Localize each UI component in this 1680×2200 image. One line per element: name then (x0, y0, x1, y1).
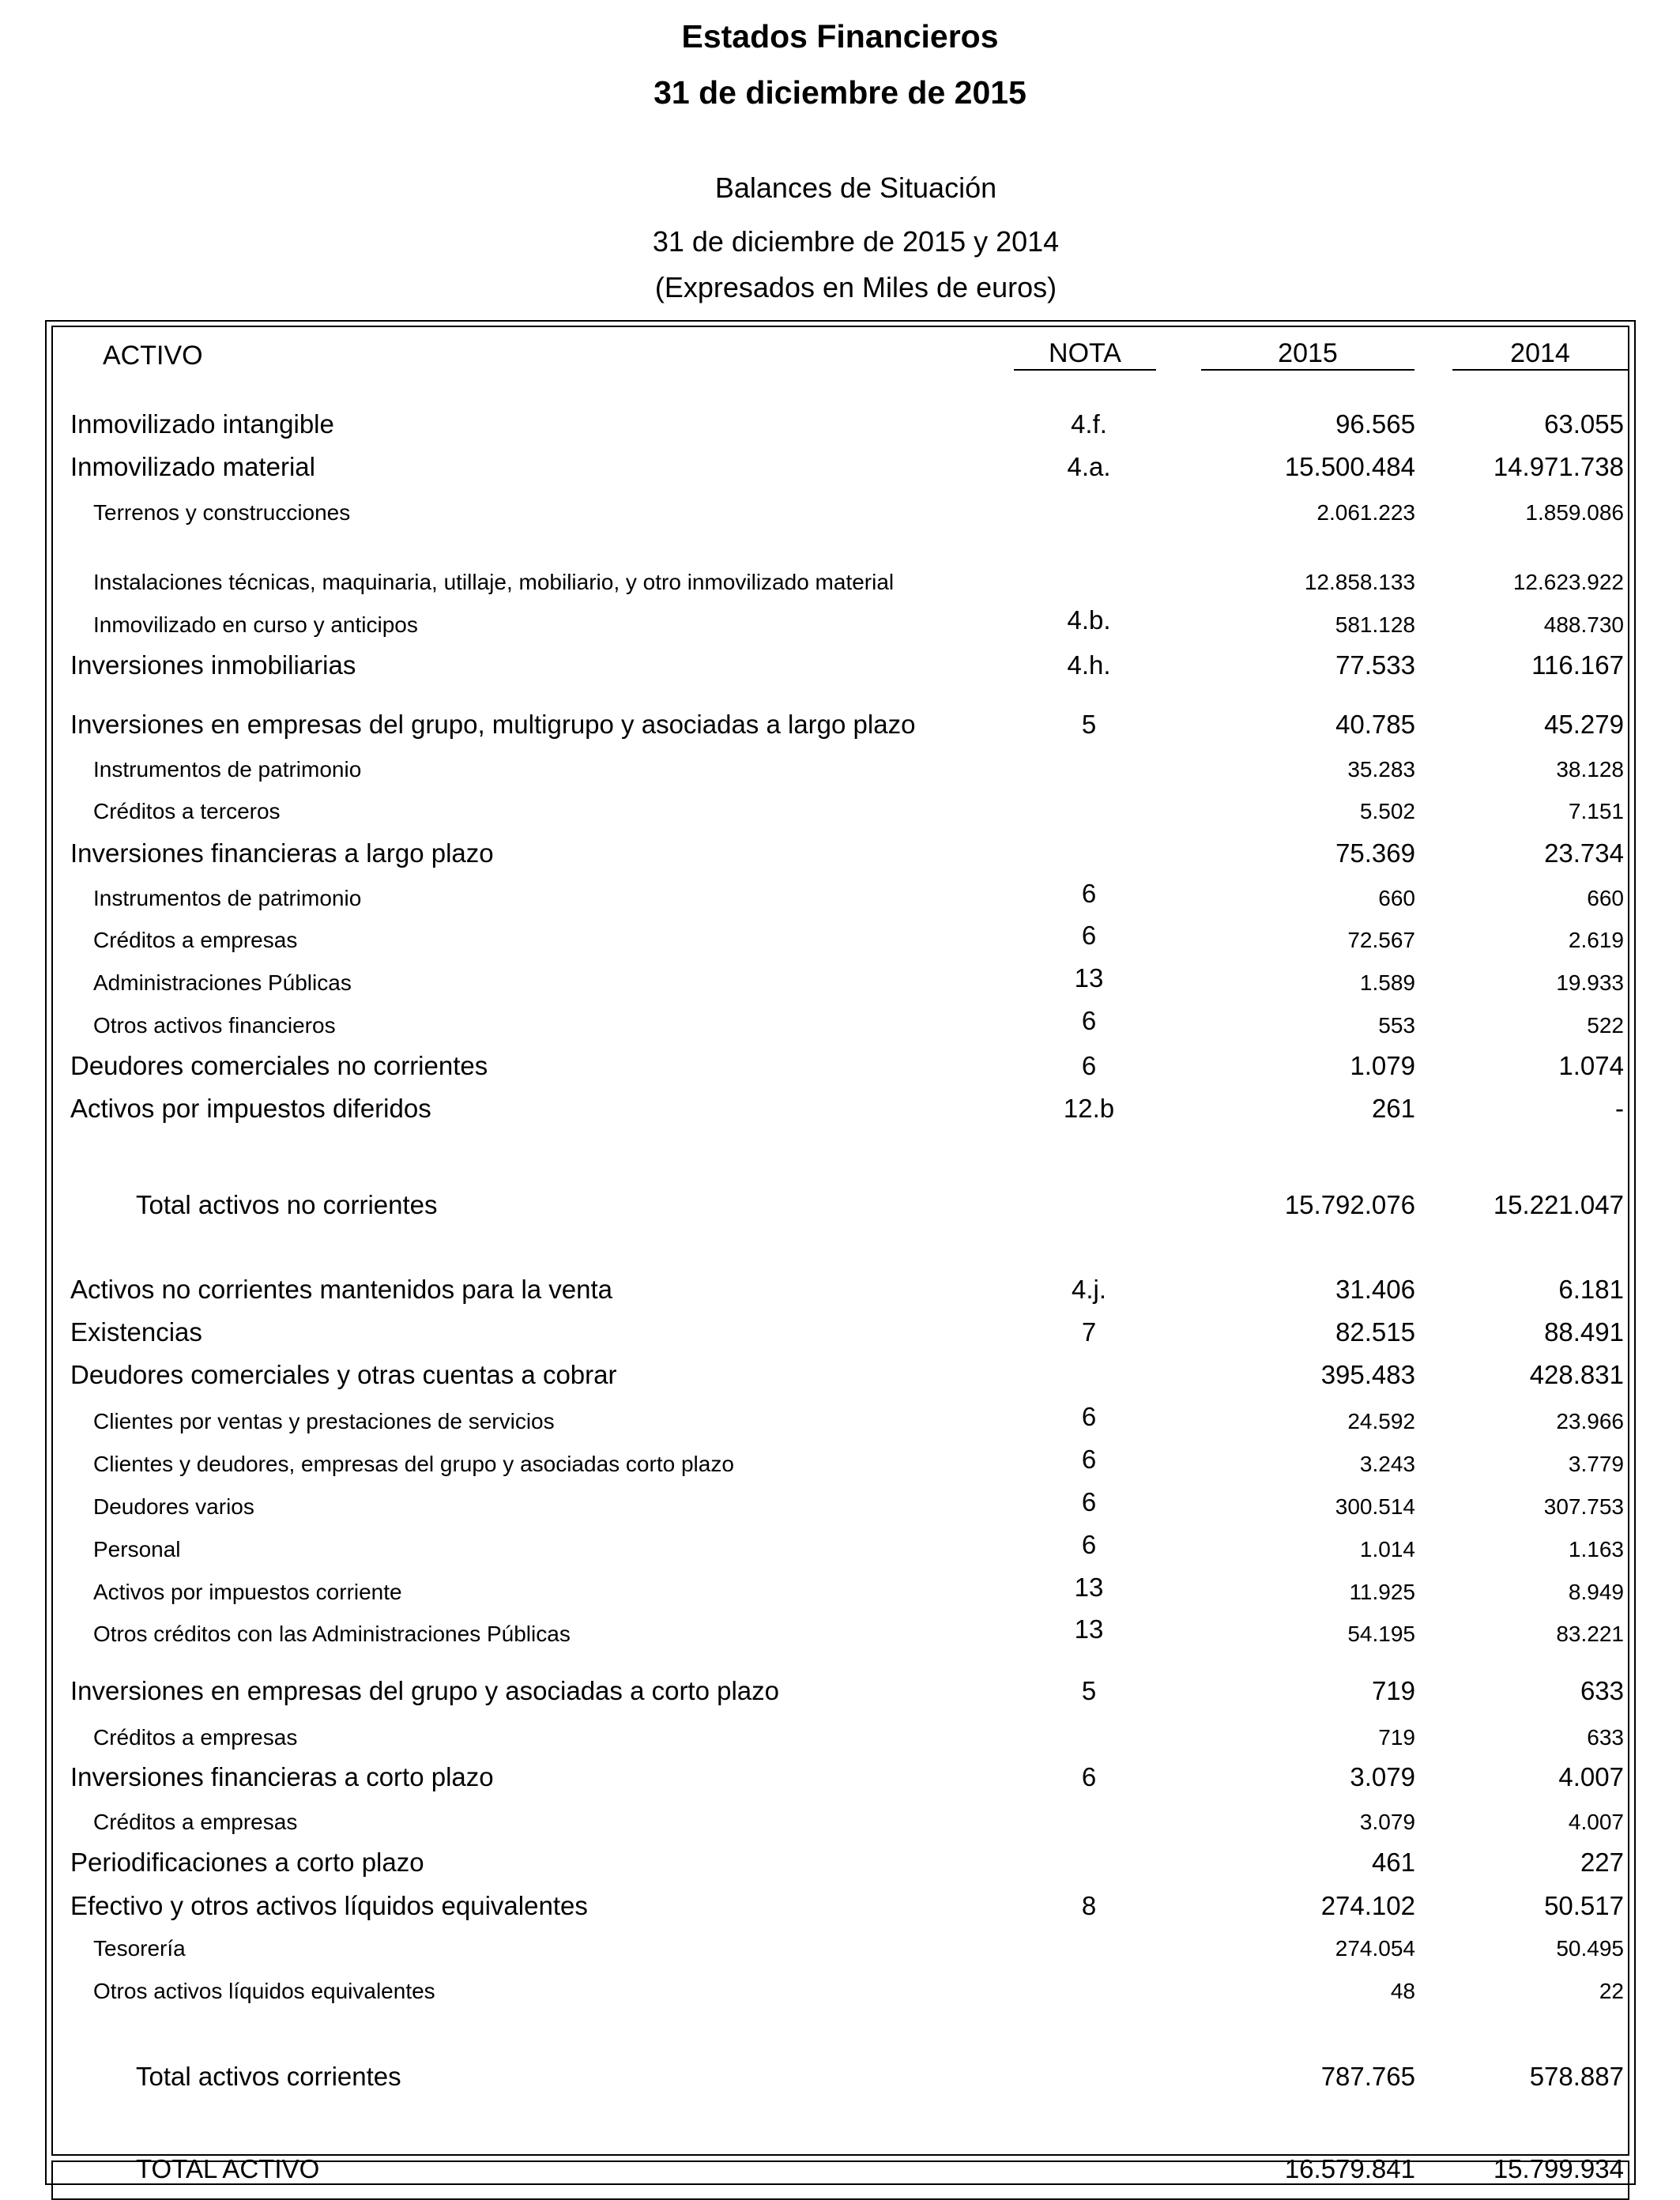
row-value-2015: 82.515 (1335, 1317, 1415, 1347)
header-underline-2014 (1452, 369, 1628, 371)
row-nota: 4.f. (1071, 409, 1107, 439)
row-value-2014: 45.279 (1544, 710, 1624, 739)
row-value-2014: 633 (1587, 1725, 1624, 1750)
table-row (0, 1844, 1680, 1875)
row-value-2014: 428.831 (1529, 1360, 1624, 1389)
table-row-subitem (0, 962, 1680, 994)
table-row-subitem (0, 492, 1680, 524)
row-value-2014: 307.753 (1543, 1494, 1624, 1519)
row-nota: 4.j. (1071, 1275, 1107, 1304)
table-row-subitem (0, 1005, 1680, 1037)
row-value-2014: 19.933 (1556, 970, 1624, 995)
table-row-subitem (0, 749, 1680, 781)
row-value-2015: 1.014 (1359, 1537, 1415, 1561)
row-value-2015: 395.483 (1320, 1360, 1415, 1389)
row-label: Inmovilizado en curso y anticipos (93, 612, 418, 637)
row-nota: 6 (1081, 921, 1097, 950)
row-label: Otros activos financieros (93, 1013, 336, 1038)
row-value-2015: 3.079 (1359, 1810, 1415, 1834)
row-value-2015: 12.858.133 (1304, 570, 1415, 594)
column-header-2015: 2015 (1278, 338, 1338, 368)
row-value-2015: 274.102 (1320, 1891, 1415, 1920)
row-nota: 4.h. (1067, 650, 1111, 680)
row-value-2014: 660 (1587, 886, 1624, 910)
table-row-subitem (0, 1444, 1680, 1475)
table-row-subitem (0, 878, 1680, 910)
table-row (0, 646, 1680, 678)
column-header-nota: NOTA (1049, 338, 1121, 368)
row-value-2015: 24.592 (1347, 1409, 1415, 1433)
row-nota: 13 (1074, 1614, 1104, 1644)
total-activo-box (51, 2160, 1629, 2200)
table-row-subitem (0, 562, 1680, 593)
table-row-subitem (0, 605, 1680, 636)
row-value-2015: 2.061.223 (1317, 500, 1415, 525)
table-row-total (0, 2058, 1680, 2089)
table-row (0, 834, 1680, 866)
row-label: Clientes y deudores, empresas del grupo y asociadas corto plazo (93, 1452, 734, 1476)
row-value-2014: 1.859.086 (1525, 500, 1624, 525)
row-value-2015: 72.567 (1347, 928, 1415, 952)
row-label: Administraciones Públicas (93, 970, 352, 995)
row-label: Total activos corrientes (136, 2062, 401, 2091)
table-row (0, 1271, 1680, 1302)
row-label: Terrenos y construcciones (93, 500, 351, 525)
table-row (0, 1313, 1680, 1345)
header-underline-2015 (1201, 369, 1414, 371)
row-label: Instrumentos de patrimonio (93, 757, 362, 782)
row-label: Activos por impuestos diferidos (70, 1094, 431, 1123)
row-value-2014: 116.167 (1531, 650, 1624, 680)
row-nota: 6 (1081, 879, 1097, 908)
table-row (0, 405, 1680, 437)
row-value-2014: 7.151 (1568, 799, 1624, 823)
row-value-2014: 227 (1580, 1848, 1624, 1877)
row-value-2015: 300.514 (1335, 1494, 1415, 1519)
row-value-2015: 461 (1371, 1848, 1415, 1877)
row-label: Inversiones financieras a corto plazo (70, 1762, 494, 1791)
row-value-2014: 488.730 (1543, 612, 1624, 637)
row-value-2015: 787.765 (1320, 2062, 1415, 2091)
row-value-2015: 660 (1378, 886, 1415, 910)
row-value-2015: 3.079 (1350, 1762, 1415, 1791)
row-nota: 6 (1081, 1006, 1097, 1035)
row-nota: 6 (1081, 1530, 1097, 1559)
header-underline-nota (1014, 369, 1156, 371)
row-value-2014: 14.971.738 (1493, 452, 1624, 481)
row-value-2015: 75.369 (1335, 838, 1415, 868)
row-label: Créditos a terceros (93, 799, 281, 823)
table-row (0, 706, 1680, 737)
row-value-2014: 22 (1599, 1979, 1624, 2003)
table-row (0, 1090, 1680, 1121)
row-label: Inmovilizado intangible (70, 409, 334, 439)
row-value-2014: 23.734 (1544, 838, 1624, 868)
row-value-2014: - (1615, 1094, 1624, 1123)
row-label: Inversiones en empresas del grupo, multigrupo y asociadas a largo plazo (70, 710, 916, 739)
statement-title: Balances de Situación (714, 171, 997, 204)
row-value-2015: 35.283 (1347, 757, 1415, 782)
row-nota: 4.a. (1067, 452, 1111, 481)
row-label: Instrumentos de patrimonio (93, 886, 362, 910)
table-row-total (0, 1186, 1680, 1218)
table-row-subitem (0, 1928, 1680, 1960)
table-row-subitem (0, 791, 1680, 823)
row-label: Tesorería (93, 1936, 186, 1961)
row-label: Inversiones en empresas del grupo y asociadas a corto plazo (70, 1676, 780, 1705)
row-label: Créditos a empresas (93, 1725, 298, 1750)
row-value-2015: 719 (1378, 1725, 1415, 1750)
row-value-2015: 11.925 (1349, 1580, 1415, 1604)
row-value-2015: 96.565 (1335, 409, 1415, 439)
row-nota: 5 (1081, 1676, 1097, 1705)
row-value-2015: 1.589 (1359, 970, 1415, 995)
table-row-subitem (0, 1529, 1680, 1561)
table-row-subitem (0, 1717, 1680, 1749)
table-row (0, 1758, 1680, 1790)
row-value-2014: 3.779 (1568, 1452, 1624, 1476)
row-value-2014: 63.055 (1544, 409, 1624, 439)
row-value-2014: 12.623.922 (1512, 570, 1624, 594)
row-value-2015: 40.785 (1335, 710, 1415, 739)
row-label: Activos no corrientes mantenidos para la venta (70, 1275, 613, 1304)
row-value-2014: 15.221.047 (1493, 1190, 1624, 1219)
row-label: Inversiones inmobiliarias (70, 650, 356, 680)
row-value-2014: 4.007 (1558, 1762, 1624, 1791)
row-value-2015: 31.406 (1335, 1275, 1415, 1304)
row-label: Deudores comerciales no corrientes (70, 1051, 488, 1080)
row-label: TOTAL ACTIVO (136, 2154, 320, 2183)
row-label: Existencias (70, 1317, 202, 1347)
row-label: Inmovilizado material (70, 452, 315, 481)
row-nota: 13 (1074, 963, 1104, 993)
row-value-2014: 1.074 (1558, 1051, 1624, 1080)
row-value-2015: 1.079 (1350, 1051, 1415, 1080)
row-label: Clientes por ventas y prestaciones de servicios (93, 1409, 555, 1433)
table-row-subitem (0, 1572, 1680, 1603)
table-row-subitem (0, 920, 1680, 951)
row-value-2015: 274.054 (1335, 1936, 1415, 1961)
row-value-2015: 48 (1390, 1979, 1415, 2003)
row-value-2015: 77.533 (1335, 650, 1415, 680)
row-label: Personal (93, 1537, 181, 1561)
table-inner-border (51, 326, 1629, 2156)
table-row (0, 1356, 1680, 1388)
row-label: Periodificaciones a corto plazo (70, 1848, 424, 1877)
row-value-2014: 50.495 (1556, 1936, 1624, 1961)
row-label: Otros créditos con las Administraciones Públicas (93, 1622, 571, 1646)
row-label: Instalaciones técnicas, maquinaria, utillaje, mobiliario, y otro inmovilizado material (93, 570, 895, 594)
row-nota: 13 (1074, 1573, 1104, 1602)
table-row (0, 1047, 1680, 1079)
row-value-2015: 3.243 (1359, 1452, 1415, 1476)
row-value-2014: 38.128 (1556, 757, 1624, 782)
row-label: Deudores comerciales y otras cuentas a cobrar (70, 1360, 617, 1389)
row-nota: 7 (1081, 1317, 1097, 1347)
row-nota: 6 (1081, 1402, 1097, 1431)
row-value-2014: 2.619 (1568, 928, 1624, 952)
column-header-2014: 2014 (1510, 338, 1570, 368)
row-value-2015: 719 (1371, 1676, 1415, 1705)
row-value-2015: 54.195 (1347, 1622, 1415, 1646)
table-row-subitem (0, 1971, 1680, 2002)
row-nota: 4.b. (1067, 605, 1111, 635)
row-value-2015: 581.128 (1335, 612, 1415, 637)
row-nota: 5 (1081, 710, 1097, 739)
row-value-2014: 88.491 (1544, 1317, 1624, 1347)
row-label: Créditos a empresas (93, 928, 298, 952)
row-label: Deudores varios (93, 1494, 254, 1519)
row-value-2014: 633 (1580, 1676, 1624, 1705)
row-value-2014: 4.007 (1568, 1810, 1624, 1834)
row-value-2014: 23.966 (1556, 1409, 1624, 1433)
row-value-2014: 522 (1587, 1013, 1624, 1038)
table-row (0, 1672, 1680, 1704)
row-label: Créditos a empresas (93, 1810, 298, 1834)
row-value-2014: 8.949 (1568, 1580, 1624, 1604)
row-value-2015: 553 (1378, 1013, 1415, 1038)
statement-period: 31 de diciembre de 2015 y 2014 (652, 225, 1060, 258)
document-date: 31 de diciembre de 2015 (654, 74, 1026, 111)
table-row (0, 448, 1680, 480)
row-value-2014: 50.517 (1544, 1891, 1624, 1920)
row-nota: 6 (1081, 1762, 1097, 1791)
table-row-subitem (0, 1401, 1680, 1433)
row-value-2014: 15.799.934 (1493, 2154, 1624, 2183)
row-value-2015: 5.502 (1359, 799, 1415, 823)
table-row-subitem (0, 1802, 1680, 1833)
row-label: Activos por impuestos corriente (93, 1580, 402, 1604)
row-value-2015: 15.792.076 (1284, 1190, 1415, 1219)
column-header-activo: ACTIVO (103, 341, 203, 371)
row-value-2015: 261 (1371, 1094, 1415, 1123)
row-nota: 6 (1081, 1487, 1097, 1516)
row-value-2014: 6.181 (1558, 1275, 1624, 1304)
row-value-2015: 16.579.841 (1284, 2154, 1415, 2183)
row-value-2014: 83.221 (1556, 1622, 1624, 1646)
row-label: Efectivo y otros activos líquidos equivalentes (70, 1891, 588, 1920)
table-row (0, 1887, 1680, 1919)
row-label: Otros activos líquidos equivalentes (93, 1979, 435, 2003)
row-nota: 6 (1081, 1051, 1097, 1080)
table-row-subitem (0, 1486, 1680, 1518)
table-row-subitem (0, 1614, 1680, 1645)
document-title: Estados Financieros (681, 18, 999, 55)
row-nota: 6 (1081, 1445, 1097, 1474)
row-value-2014: 1.163 (1568, 1537, 1624, 1561)
statement-units: (Expresados en Miles de euros) (654, 271, 1057, 303)
row-value-2015: 15.500.484 (1284, 452, 1415, 481)
row-label: Inversiones financieras a largo plazo (70, 838, 494, 868)
row-label: Total activos no corrientes (136, 1190, 438, 1219)
row-value-2014: 578.887 (1529, 2062, 1624, 2091)
row-nota: 12.b (1063, 1094, 1115, 1123)
row-nota: 8 (1081, 1891, 1097, 1920)
